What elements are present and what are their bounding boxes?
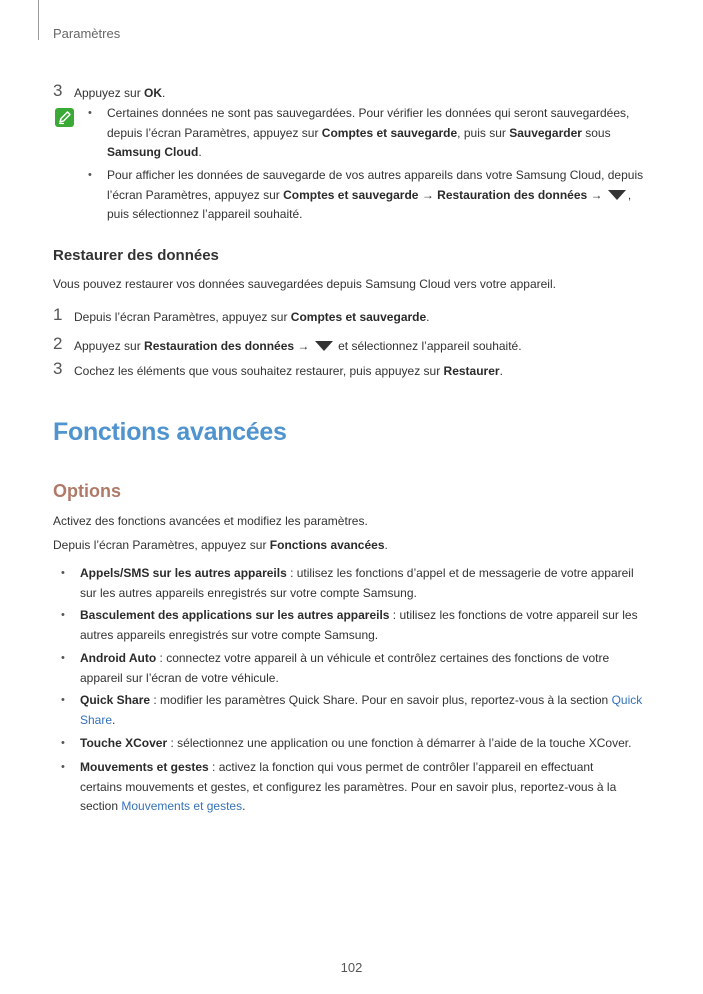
note-line: Certaines données ne sont pas sauvegardées. Pour vérifier les données qui seront sauvegardées,	[107, 106, 630, 120]
note-line: Pour afficher les données de sauvegarde de vos autres appareils dans votre Samsung Cloud, depuis	[107, 168, 644, 182]
options-path: Depuis l’écran Paramètres, appuyez sur Fonctions avancées.	[53, 538, 388, 552]
section-heading-restore: Restaurer des données	[53, 247, 219, 264]
step-text-end: .	[162, 86, 166, 100]
note-line: Samsung Cloud.	[107, 145, 202, 159]
dropdown-arrow-icon	[315, 341, 333, 351]
note-line: depuis l’écran Paramètres, appuyez sur Comptes et sauvegarde, puis sur Sauvegarder sous	[107, 125, 611, 140]
dropdown-arrow-icon	[608, 190, 626, 200]
note-line: puis sélectionnez l’appareil souhaité.	[107, 207, 303, 221]
ok-label: OK	[144, 86, 163, 100]
step-number: 2	[53, 334, 63, 353]
link-quick-share[interactable]: Quick	[611, 693, 643, 707]
page-number: 102	[340, 960, 363, 975]
step-number: 3	[53, 81, 63, 100]
link-quick-share-cont[interactable]: Share	[80, 712, 113, 727]
page-header-title: Paramètres	[53, 26, 121, 41]
chapter-title: Fonctions avancées	[53, 418, 287, 446]
restore-intro: Vous pouvez restaurer vos données sauvegardées depuis Samsung Cloud vers votre appareil.	[53, 277, 556, 291]
step-number: 1	[53, 305, 63, 324]
section-heading-options: Options	[53, 481, 121, 501]
note-line: l’écran Paramètres, appuyez sur Comptes et sauvegarde → Restauration des données → ,	[107, 187, 632, 202]
link-mouvements-gestes[interactable]: Mouvements et gestes	[121, 799, 243, 813]
step-text: Appuyez sur	[74, 86, 145, 100]
header-rule	[38, 0, 39, 40]
step-number: 3	[53, 359, 63, 378]
options-intro: Activez des fonctions avancées et modifiez les paramètres.	[53, 514, 368, 528]
note-pencil-icon	[55, 108, 74, 127]
